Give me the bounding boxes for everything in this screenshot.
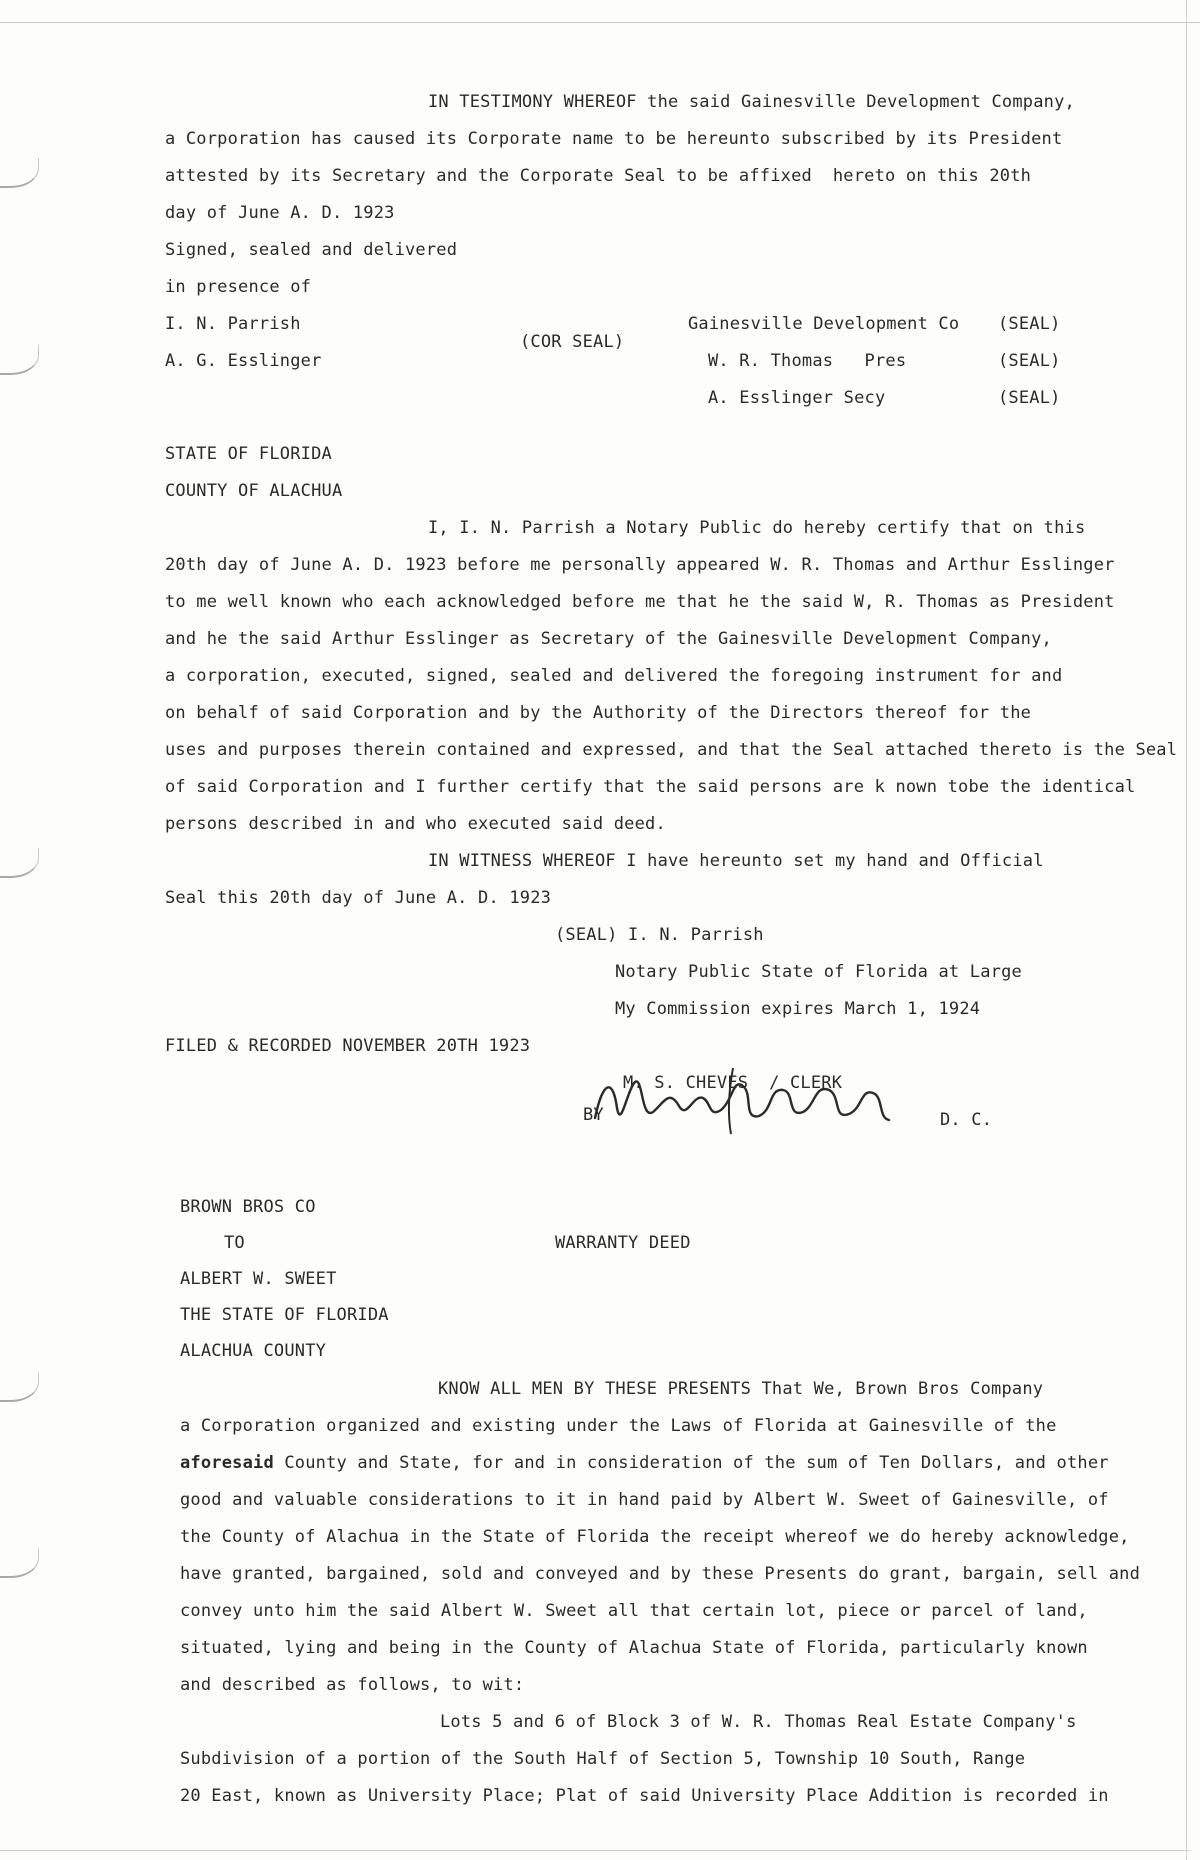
- deed-body-line: [180, 1453, 1109, 1473]
- deputy-clerk-label: D. C.: [940, 1110, 993, 1130]
- corporate-seal-label: (COR SEAL): [520, 332, 625, 352]
- deed-body-line: and described as follows, to wit:: [180, 1675, 525, 1695]
- ack-county: COUNTY OF ALACHUA: [165, 481, 343, 501]
- binder-hole-mark: [0, 158, 39, 188]
- page-edge-top: [0, 22, 1200, 23]
- deed-body-line: a Corporation organized and existing under the Laws of Florida at Gainesville of the: [180, 1416, 1057, 1436]
- signatory-name: W. R. Thomas Pres: [708, 351, 907, 371]
- ack-line: a corporation, executed, signed, sealed and delivered the foregoing instrument for and: [165, 666, 1063, 686]
- deed-body-line: KNOW ALL MEN BY THESE PRESENTS That We, Brown Bros Company: [438, 1379, 1044, 1399]
- signatory-seal: (SEAL): [998, 351, 1061, 371]
- ack-line: persons described in and who executed said deed.: [165, 814, 666, 834]
- witness-name: I. N. Parrish: [165, 314, 301, 334]
- deed-county: ALACHUA COUNTY: [180, 1341, 327, 1361]
- notary-title: Notary Public State of Florida at Large: [615, 962, 1022, 982]
- ack-witness-line: Seal this 20th day of June A. D. 1923: [165, 888, 552, 908]
- notary-commission: My Commission expires March 1, 1924: [615, 999, 981, 1019]
- testimony-line: a Corporation has caused its Corporate name to be hereunto subscribed by its President: [165, 129, 1063, 149]
- signatory-seal: (SEAL): [998, 314, 1061, 334]
- signatory-seal: (SEAL): [998, 388, 1061, 408]
- binder-hole-mark: [0, 848, 39, 878]
- ack-line: and he the said Arthur Esslinger as Secretary of the Gainesville Development Company,: [165, 629, 1052, 649]
- handwritten-signature: [583, 1060, 903, 1140]
- deed-body-line: have granted, bargained, sold and conveyed and by these Presents do grant, bargain, sell and: [180, 1564, 1141, 1584]
- testimony-line: Signed, sealed and delivered: [165, 240, 458, 260]
- testimony-line: day of June A. D. 1923: [165, 203, 395, 223]
- deed-body-line: Lots 5 and 6 of Block 3 of W. R. Thomas Real Estate Company's: [440, 1712, 1077, 1732]
- witness-name: A. G. Esslinger: [165, 351, 322, 371]
- deed-title: WARRANTY DEED: [555, 1233, 691, 1253]
- ack-state: STATE OF FLORIDA: [165, 444, 332, 464]
- testimony-line: IN TESTIMONY WHEREOF the said Gainesville Development Company,: [428, 92, 1075, 112]
- deed-grantee: ALBERT W. SWEET: [180, 1269, 337, 1289]
- deed-body-line: situated, lying and being in the County of Alachua State of Florida, particularly known: [180, 1638, 1088, 1658]
- page-edge-bottom: [0, 1850, 1190, 1851]
- deed-grantor: BROWN BROS CO: [180, 1197, 316, 1217]
- testimony-line: in presence of: [165, 277, 312, 297]
- ack-line: of said Corporation and I further certify that the said persons are k nown tobe the identical: [165, 777, 1136, 797]
- deed-body-line: 20 East, known as University Place; Plat of said University Place Addition is recorded in: [180, 1786, 1109, 1806]
- deed-to: TO: [224, 1233, 245, 1253]
- signatory-name: A. Esslinger Secy: [708, 388, 886, 408]
- aforesaid-word: aforesaid: [180, 1453, 274, 1473]
- ack-line: 20th day of June A. D. 1923 before me personally appeared W. R. Thomas and Arthur Esslinger: [165, 555, 1115, 575]
- binder-hole-mark: [0, 345, 39, 375]
- clerk-name: M. S. CHEVES / CLERK: [623, 1073, 843, 1093]
- deed-body-line: the County of Alachua in the State of Florida the receipt whereof we do hereby acknowledge,: [180, 1527, 1130, 1547]
- ack-witness-line: IN WITNESS WHEREOF I have hereunto set my hand and Official: [428, 851, 1044, 871]
- notary-name: (SEAL) I. N. Parrish: [555, 925, 764, 945]
- deed-body-line: good and valuable considerations to it in hand paid by Albert W. Sweet of Gainesville, of: [180, 1490, 1109, 1510]
- binder-hole-mark: [0, 1548, 39, 1578]
- ack-line: on behalf of said Corporation and by the Authority of the Directors thereof for the: [165, 703, 1032, 723]
- ack-line: I, I. N. Parrish a Notary Public do hereby certify that on this: [428, 518, 1086, 538]
- testimony-line: attested by its Secretary and the Corporate Seal to be affixed hereto on this 20th: [165, 166, 1032, 186]
- binder-hole-mark: [0, 1372, 39, 1402]
- ack-line: to me well known who each acknowledged before me that he the said W, R. Thomas as President: [165, 592, 1115, 612]
- signatory-name: Gainesville Development Co: [688, 314, 960, 334]
- deed-body-text: County and State, for and in consideration of the sum of Ten Dollars, and other: [284, 1453, 1109, 1473]
- page-edge-right: [1186, 0, 1187, 1860]
- deed-body-line: convey unto him the said Albert W. Sweet all that certain lot, piece or parcel of land,: [180, 1601, 1088, 1621]
- deed-state: THE STATE OF FLORIDA: [180, 1305, 389, 1325]
- ack-line: uses and purposes therein contained and expressed, and that the Seal attached thereto is the Seal: [165, 740, 1178, 760]
- deed-body-line: Subdivision of a portion of the South Half of Section 5, Township 10 South, Range: [180, 1749, 1026, 1769]
- filing-stamp: FILED & RECORDED NOVEMBER 20TH 1923: [165, 1036, 531, 1056]
- signature-by-label: BY: [583, 1105, 604, 1125]
